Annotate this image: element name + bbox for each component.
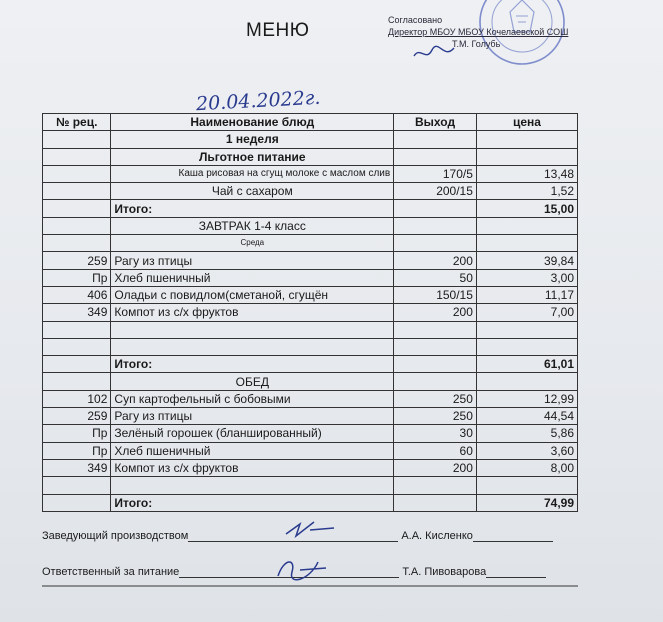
dish-name: Чай с сахаром xyxy=(111,183,394,200)
table-row xyxy=(43,131,578,148)
recipe-number: 406 xyxy=(43,286,111,303)
dish-output: 150/15 xyxy=(394,286,477,303)
table-row xyxy=(43,390,578,407)
table-row xyxy=(43,442,578,459)
approval-line2: Директор МБОУ МБОУ Кочелаевской СОШ xyxy=(388,27,569,37)
dish-name xyxy=(111,338,394,355)
recipe-number: Пр xyxy=(43,425,111,442)
recipe-number xyxy=(43,338,111,355)
dish-price xyxy=(476,477,577,494)
dish-price xyxy=(476,131,577,148)
approval-line1: Согласовано xyxy=(388,15,443,25)
recipe-number: Пр xyxy=(43,269,111,286)
dish-name xyxy=(111,477,394,494)
dish-output xyxy=(394,356,477,373)
recipe-number xyxy=(43,321,111,338)
dish-price xyxy=(476,338,577,355)
dish-price: 5,86 xyxy=(476,425,577,442)
recipe-number: 259 xyxy=(43,252,111,269)
table-row xyxy=(43,269,578,286)
responsible-name: Т.А. Пивоварова xyxy=(402,566,487,578)
menu-date: 20.04.2022г. xyxy=(195,86,321,116)
table-row xyxy=(43,235,578,252)
table-row xyxy=(43,459,578,476)
table-row xyxy=(43,494,578,511)
dish-output: 200 xyxy=(394,459,477,476)
dish-price xyxy=(476,235,577,252)
dish-output xyxy=(394,477,477,494)
table-row xyxy=(43,286,578,303)
table-row xyxy=(43,200,578,217)
table-row xyxy=(43,408,578,425)
recipe-number: 349 xyxy=(43,304,111,321)
dish-output: 200 xyxy=(394,304,477,321)
dish-name xyxy=(111,321,394,338)
recipe-number: 259 xyxy=(43,408,111,425)
dish-output: 30 xyxy=(394,425,477,442)
dish-name: 1 неделя xyxy=(111,131,394,148)
recipe-number: 102 xyxy=(43,390,111,407)
manager-name: А.А. Кисленко xyxy=(401,530,473,542)
dish-name: Итого: xyxy=(111,200,394,217)
dish-price xyxy=(476,217,577,234)
recipe-number xyxy=(43,494,111,511)
header-output: Выход xyxy=(394,114,477,131)
header-name: Наименование блюд xyxy=(111,114,394,131)
director-signature xyxy=(410,42,460,64)
recipe-number xyxy=(43,477,111,494)
table-row xyxy=(43,425,578,442)
recipe-number xyxy=(43,148,111,165)
dish-output: 200/15 xyxy=(394,183,477,200)
dish-output xyxy=(394,321,477,338)
recipe-number xyxy=(43,183,111,200)
dish-price: 7,00 xyxy=(476,304,577,321)
dish-output: 60 xyxy=(394,442,477,459)
dish-output xyxy=(394,217,477,234)
dish-name: ОБЕД xyxy=(111,373,394,390)
recipe-number xyxy=(43,356,111,373)
dish-output xyxy=(394,235,477,252)
dish-price: 15,00 xyxy=(476,200,577,217)
dish-name: Среда xyxy=(111,235,394,252)
dish-price: 61,01 xyxy=(476,356,577,373)
dish-output: 200 xyxy=(394,252,477,269)
dish-price: 3,00 xyxy=(476,269,577,286)
dish-output xyxy=(394,131,477,148)
dish-name: Зелёный горошек (бланшированный) xyxy=(111,425,394,442)
recipe-number xyxy=(43,200,111,217)
dish-name: Каша рисовая на сгущ молоке с маслом слив xyxy=(111,165,394,182)
table-row xyxy=(43,304,578,321)
manager-signature xyxy=(280,516,340,542)
table-row xyxy=(43,338,578,355)
dish-name: ЗАВТРАК 1-4 класс xyxy=(111,217,394,234)
manager-label: Заведующий производством xyxy=(42,530,189,542)
dish-price: 13,48 xyxy=(476,165,577,182)
dish-output xyxy=(394,200,477,217)
dish-price: 12,99 xyxy=(476,390,577,407)
recipe-number xyxy=(43,235,111,252)
table-row xyxy=(43,183,578,200)
dish-name: Оладьи с повидлом(сметаной, сгущён xyxy=(111,286,394,303)
table-row xyxy=(43,165,578,182)
table-row xyxy=(43,148,578,165)
table-row xyxy=(43,217,578,234)
dish-name: Хлеб пшеничный xyxy=(111,442,394,459)
table-row xyxy=(43,477,578,494)
dish-price: 74,99 xyxy=(476,494,577,511)
dish-output: 50 xyxy=(394,269,477,286)
recipe-number xyxy=(43,373,111,390)
dish-name: Хлеб пшеничный xyxy=(111,269,394,286)
dish-output: 170/5 xyxy=(394,165,477,182)
dish-price: 44,54 xyxy=(476,408,577,425)
table-row xyxy=(43,321,578,338)
dish-name: Компот из с/х фруктов xyxy=(111,459,394,476)
recipe-number: Пр xyxy=(43,442,111,459)
table-row xyxy=(43,373,578,390)
responsible-label: Ответственный за питание xyxy=(42,566,180,578)
table-row xyxy=(43,252,578,269)
responsible-signature xyxy=(270,554,330,584)
recipe-number: 349 xyxy=(43,459,111,476)
dish-price: 11,17 xyxy=(476,286,577,303)
bottom-rule xyxy=(42,582,578,590)
dish-price: 39,84 xyxy=(476,252,577,269)
dish-name: Рагу из птицы xyxy=(111,408,394,425)
header-rec: № рец. xyxy=(43,114,111,131)
dish-name: Рагу из птицы xyxy=(111,252,394,269)
recipe-number xyxy=(43,217,111,234)
page-title: МЕНЮ xyxy=(246,20,310,41)
header-price: цена xyxy=(476,114,577,131)
recipe-number xyxy=(43,131,111,148)
table-header-row xyxy=(43,114,578,131)
dish-name: Суп картофельный с бобовыми xyxy=(111,390,394,407)
table-row xyxy=(43,356,578,373)
dish-price xyxy=(476,321,577,338)
dish-price xyxy=(476,373,577,390)
recipe-number xyxy=(43,165,111,182)
dish-price: 8,00 xyxy=(476,459,577,476)
dish-output xyxy=(394,373,477,390)
dish-name: Итого: xyxy=(111,356,394,373)
menu-table xyxy=(42,113,578,512)
approval-line3: Т.М. Голубь xyxy=(452,39,501,49)
dish-price: 1,52 xyxy=(476,183,577,200)
dish-output: 250 xyxy=(394,408,477,425)
dish-name: Льготное питание xyxy=(111,148,394,165)
dish-output: 250 xyxy=(394,390,477,407)
dish-name: Итого: xyxy=(111,494,394,511)
dish-output xyxy=(394,148,477,165)
dish-output xyxy=(394,338,477,355)
dish-output xyxy=(394,494,477,511)
dish-price: 3,60 xyxy=(476,442,577,459)
dish-price xyxy=(476,148,577,165)
dish-name: Компот из с/х фруктов xyxy=(111,304,394,321)
